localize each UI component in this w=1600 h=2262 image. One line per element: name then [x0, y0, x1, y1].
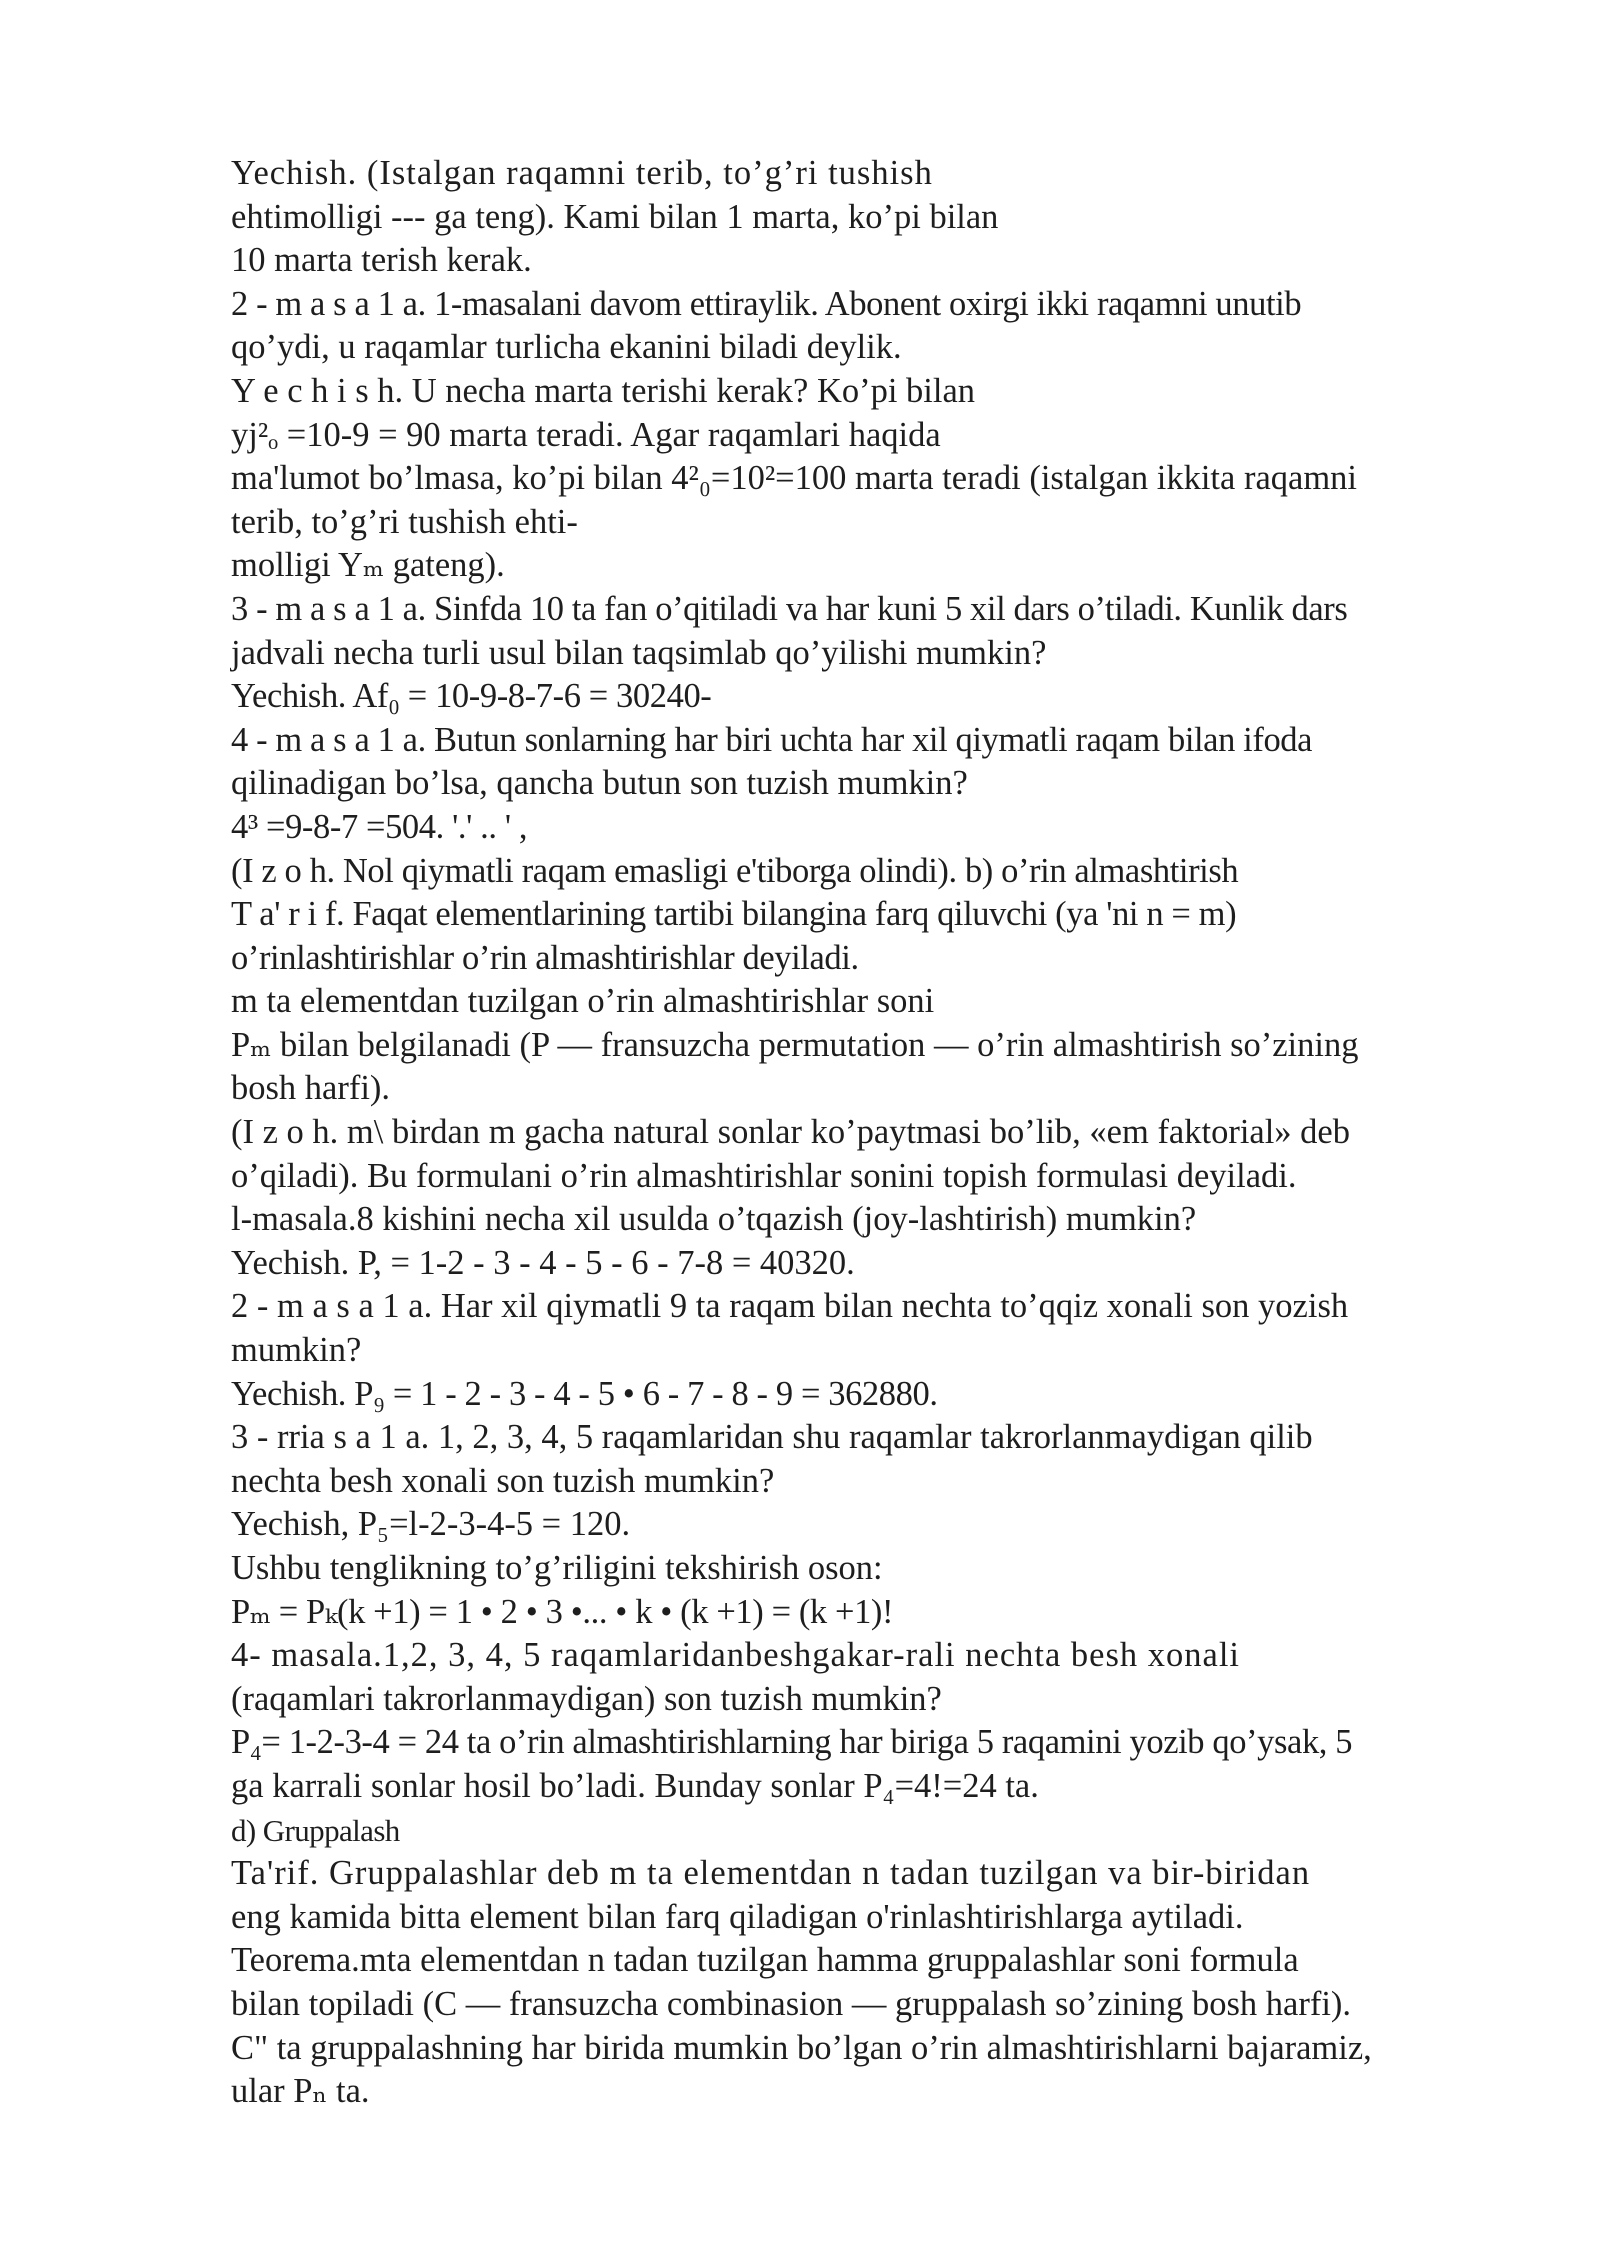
text-line: 10 marta terish kerak. [231, 241, 532, 280]
text-line: Yechish. (Istalgan raqamni terib, to’g’ri tushish [231, 154, 933, 192]
text-line: (I z o h. Nol qiymatli raqam emasligi e'tiborga olindi). b) o’rin almashtirish [231, 851, 1239, 890]
text-line: yj²ₒ =10-9 = 90 marta teradi. Agar raqamlari haqida [231, 415, 941, 454]
text-line: 4 - m a s a 1 a. Butun sonlarning har biri uchta har xil qiymatli raqam bilan ifoda [231, 720, 1313, 759]
text-line: molligi Yₘ gateng). [231, 546, 505, 585]
text-line: o’qiladi). Bu formulani o’rin almashtirishlar sonini topish formulasi deyiladi. [231, 1156, 1297, 1195]
text-line: (I z o h. m\ birdan m gacha natural sonlar ko’paytmasi bo’lib, «em faktorial» deb [231, 1113, 1350, 1152]
text-line: m ta elementdan tuzilgan o’rin almashtirishlar soni [231, 982, 935, 1021]
text-line: ular Pₙ ta. [231, 2072, 370, 2111]
text-line: 2 - m a s a 1 a. 1-masalani davom ettiraylik. Abonent oxirgi ikki raqamni unutib [231, 284, 1302, 323]
text-line: bilan topiladi (C — fransuzcha combinasion — gruppalash so’zining bosh harfi). [231, 1984, 1352, 2023]
text-line: 3 - rria s a 1 a. 1, 2, 3, 4, 5 raqamlaridan shu raqamlar takrorlanmaydigan qilib [231, 1418, 1313, 1457]
text-line: 2 - m a s a 1 a. Har xil qiymatli 9 ta raqam bilan nechta to’qqiz xonali son yozish [231, 1287, 1349, 1326]
text-line: o’rinlashtirishlar o’rin almashtirishlar deyiladi. [231, 938, 859, 977]
text-line: 4³ =9-8-7 =504. '.' .. ' , [231, 807, 528, 846]
text-line: nechta besh xonali son tuzish mumkin? [231, 1461, 775, 1500]
text-line: Ushbu tenglikning to’g’riligini tekshirish oson: [231, 1549, 883, 1587]
text-line: (raqamlari takrorlanmaydigan) son tuzish mumkin? [231, 1679, 942, 1718]
text-line: Pₘ = Pₖ(k +1) = 1 • 2 • 3 •... • k • (k +1) = (k +1)! [231, 1592, 894, 1631]
text-line: Teorema.mta elementdan n tadan tuzilgan hamma gruppalashlar soni formula [231, 1941, 1299, 1980]
section-heading: d) Gruppalash [231, 1812, 400, 1848]
document-body [231, 152, 1511, 2114]
text-line: 4- masala.1,2, 3, 4, 5 raqamlaridanbeshgakar-rali nechta besh xonali [231, 1636, 1241, 1675]
text-line: bosh harfi). [231, 1069, 391, 1108]
text-line: ga karrali sonlar hosil bo’ladi. Bunday sonlar P₄=4!=24 ta. [231, 1766, 1039, 1805]
text-line: Yechish. P, = 1-2 - 3 - 4 - 5 - 6 - 7-8 = 40320. [231, 1243, 855, 1282]
text-line: T a' r i f. Faqat elementlarining tartibi bilangina farq qiluvchi (ya 'ni n = m) [231, 895, 1237, 934]
text-line: ma'lumot bo’lmasa, ko’pi bilan 4²₀=10²=100 marta teradi (istalgan ikkita raqamni [231, 459, 1357, 498]
text-line: mumkin? [231, 1331, 362, 1370]
text-line: qilinadigan bo’lsa, qancha butun son tuzish mumkin? [231, 764, 968, 803]
text-line: Y e c h i s h. U necha marta terishi kerak? Ko’pi bilan [231, 371, 976, 410]
text-line: Ta'rif. Gruppalashlar deb m ta elementdan n tadan tuzilgan va bir-biridan [231, 1854, 1311, 1893]
text-line: Yechish. P₉ = 1 - 2 - 3 - 4 - 5 • 6 - 7 - 8 - 9 = 362880. [231, 1374, 938, 1413]
text-line: terib, to’g’ri tushish ehti- [231, 502, 578, 541]
text-line: qo’ydi, u raqamlar turlicha ekanini biladi deylik. [231, 328, 902, 367]
text-line: Pₘ bilan belgilanadi (P — fransuzcha permutation — o’rin almashtirish so’zining [231, 1025, 1359, 1064]
text-line: jadvali necha turli usul bilan taqsimlab qo’yilishi mumkin? [231, 633, 1047, 672]
text-line: P₄= 1-2-3-4 = 24 ta o’rin almashtirishlarning har biriga 5 raqamini yozib qo’ysak, 5 [231, 1723, 1353, 1762]
text-line: C" ta gruppalashning har birida mumkin bo’lgan o’rin almashtirishlarni bajaramiz, [231, 2028, 1372, 2067]
text-line: 3 - m a s a 1 a. Sinfda 10 ta fan o’qitiladi va har kuni 5 xil dars o’tiladi. Kunlik dars [231, 589, 1348, 628]
text-line: ehtimolligi --- ga teng). Kami bilan 1 marta, ko’pi bilan [231, 197, 999, 236]
text-line: eng kamida bitta element bilan farq qiladigan o'rinlashtirishlarga aytiladi. [231, 1897, 1244, 1936]
text-line: Yechish. Af₀ = 10-9-8-7-6 = 30240- [231, 677, 712, 716]
text-line: l-masala.8 kishini necha xil usulda o’tqazish (joy-lashtirish) mumkin? [231, 1200, 1197, 1239]
text-line: Yechish, P₅=l-2-3-4-5 = 120. [231, 1505, 631, 1544]
